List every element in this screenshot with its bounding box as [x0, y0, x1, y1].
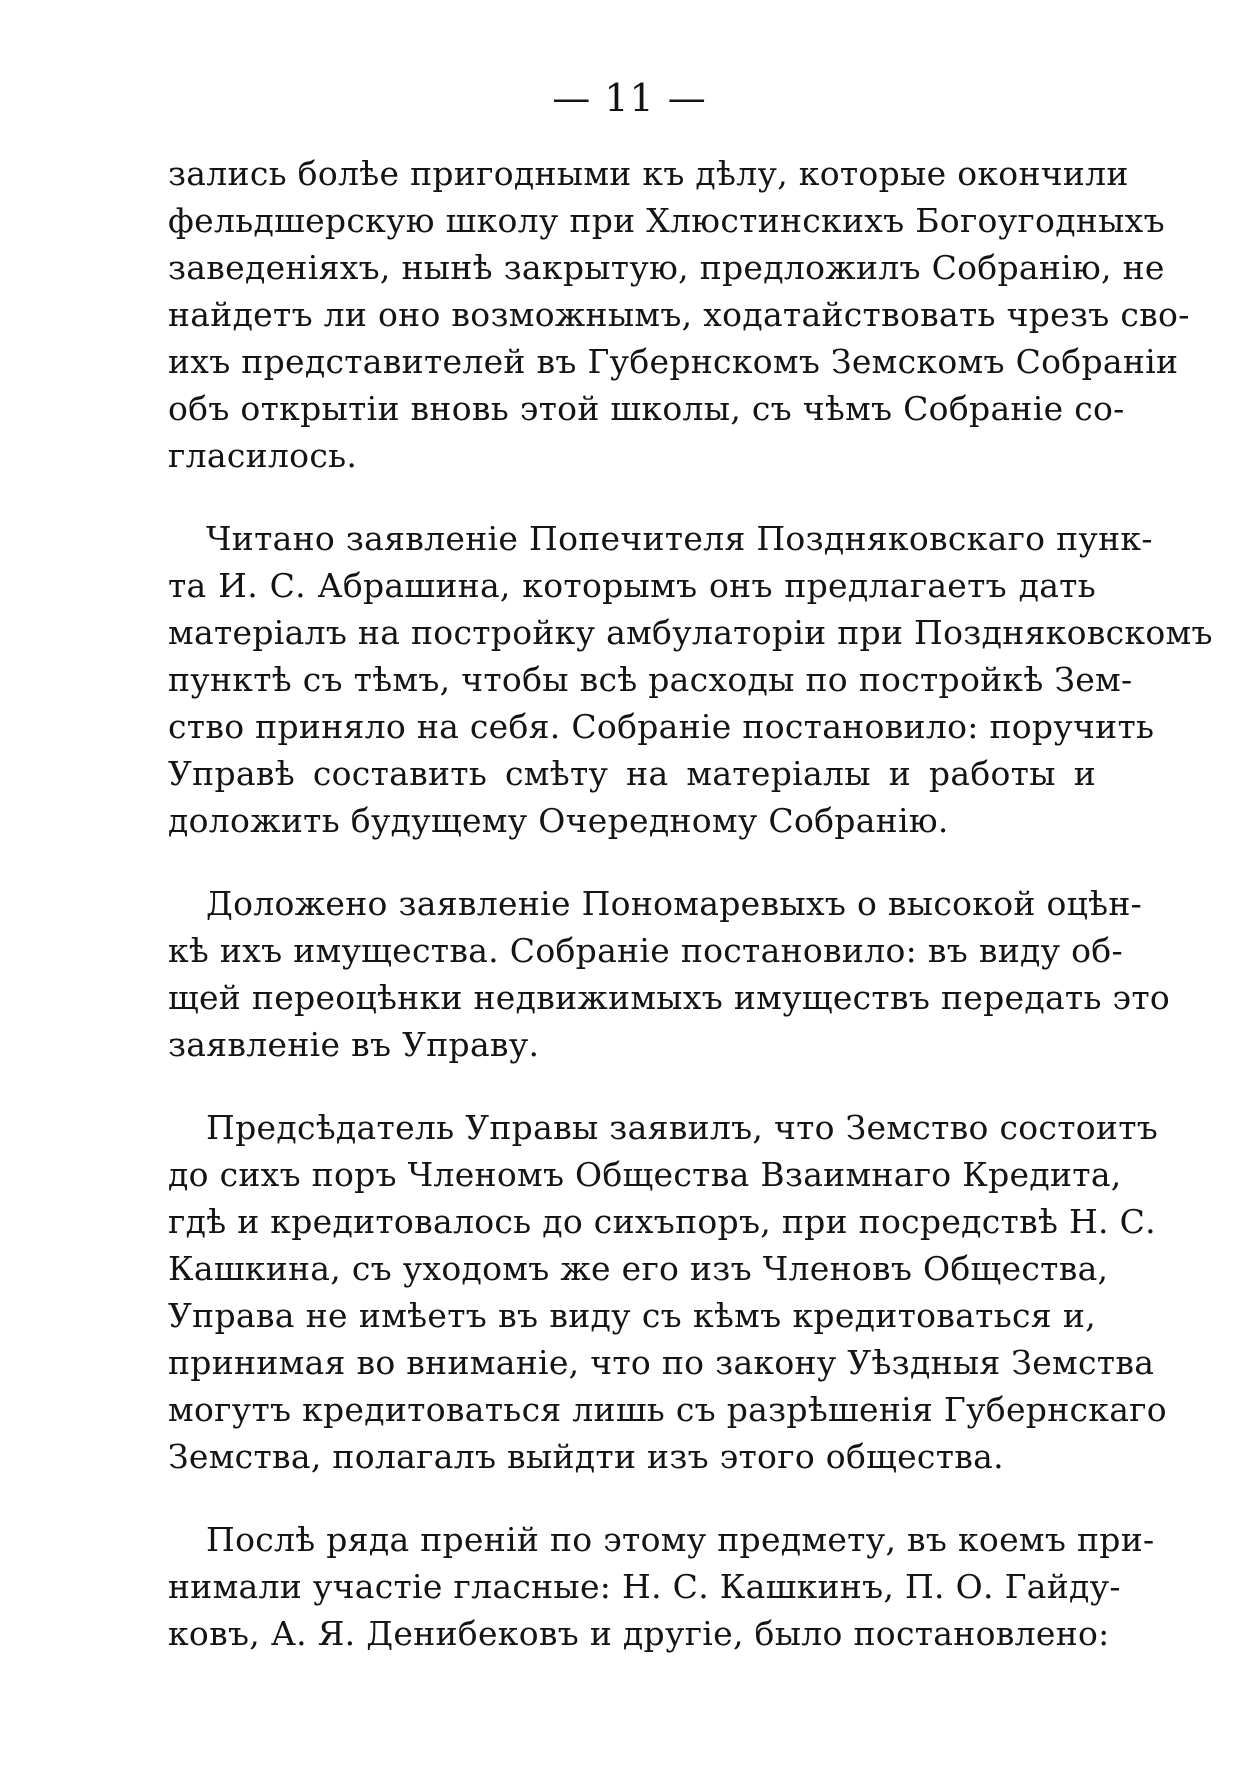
text-line: пунктѣ съ тѣмъ, чтобы всѣ расходы по постройкѣ Зем-	[168, 660, 1133, 699]
text-line: кѣ ихъ имущества. Собраніе постановило: въ виду об-	[168, 931, 1123, 970]
text-line: Доложено заявленіе Пономаревыхъ о высокой оцѣн-	[206, 884, 1143, 923]
text-line: Управѣ составить смѣту на матеріалы и работы и	[168, 754, 1096, 793]
text-line: Управа не имѣетъ въ виду съ кѣмъ кредитоваться и,	[168, 1296, 1096, 1335]
text-line: принимая во вниманіе, что по закону Уѣздныя Земства	[168, 1343, 1155, 1382]
paragraph	[168, 1104, 1167, 1480]
text-line: Кашкина, съ уходомъ же его изъ Членовъ Общества,	[168, 1249, 1109, 1288]
text-line: найдетъ ли оно возможнымъ, ходатайствовать чрезъ сво-	[168, 295, 1190, 334]
text-line: ство приняло на себя. Собраніе постановило: поручить	[168, 707, 1155, 746]
text-line: могутъ кредитоваться лишь съ разрѣшенія Губернскаго	[168, 1390, 1167, 1429]
text-line: до сихъ поръ Членомъ Общества Взаимнаго Кредита,	[168, 1155, 1122, 1194]
text-line: та И. С. Абрашина, которымъ онъ предлагаетъ дать	[168, 566, 1096, 605]
paragraph	[168, 880, 1171, 1068]
text-line: заявленіе въ Управу.	[168, 1025, 540, 1064]
text-line: доложить будущему Очередному Собранію.	[168, 801, 949, 840]
text-line: гласилось.	[168, 436, 358, 475]
text-line: Послѣ ряда преній по этому предмету, въ коемъ при-	[206, 1520, 1155, 1559]
page-number: — 11 —	[552, 76, 707, 120]
text-line: Земства, полагалъ выйдти изъ этого общества.	[168, 1437, 1004, 1476]
paragraph	[168, 1516, 1155, 1657]
text-line: заведеніяхъ, нынѣ закрытую, предложилъ Собранію, не	[168, 248, 1165, 287]
text-line: ихъ представителей въ Губернскомъ Земскомъ Собраніи	[168, 342, 1179, 381]
text-line: ковъ, А. Я. Денибековъ и другіе, было постановлено:	[168, 1614, 1110, 1653]
text-line: гдѣ и кредитовалось до сихъпоръ, при посредствѣ Н. С.	[168, 1202, 1156, 1241]
text-line: зались болѣе пригодными къ дѣлу, которые окончили	[168, 154, 1129, 193]
text-line: фельдшерскую школу при Хлюстинскихъ Богоугодныхъ	[168, 201, 1165, 240]
text-line: объ открытіи вновь этой школы, съ чѣмъ Собраніе со-	[168, 389, 1125, 428]
text-line: Предсѣдатель Управы заявилъ, что Земство состоитъ	[206, 1108, 1159, 1147]
paragraph	[168, 515, 1213, 844]
text-line: матеріалъ на постройку амбулаторіи при Поздняковскомъ	[168, 613, 1213, 652]
text-line: щей переоцѣнки недвижимыхъ имуществъ передать это	[168, 978, 1171, 1017]
text-line: нимали участіе гласные: Н. С. Кашкинъ, П. О. Гайду-	[168, 1567, 1121, 1606]
text-line: Читано заявленіе Попечителя Поздняковскаго пунк-	[206, 519, 1153, 558]
body-text	[168, 150, 1213, 1693]
paragraph	[168, 150, 1190, 479]
